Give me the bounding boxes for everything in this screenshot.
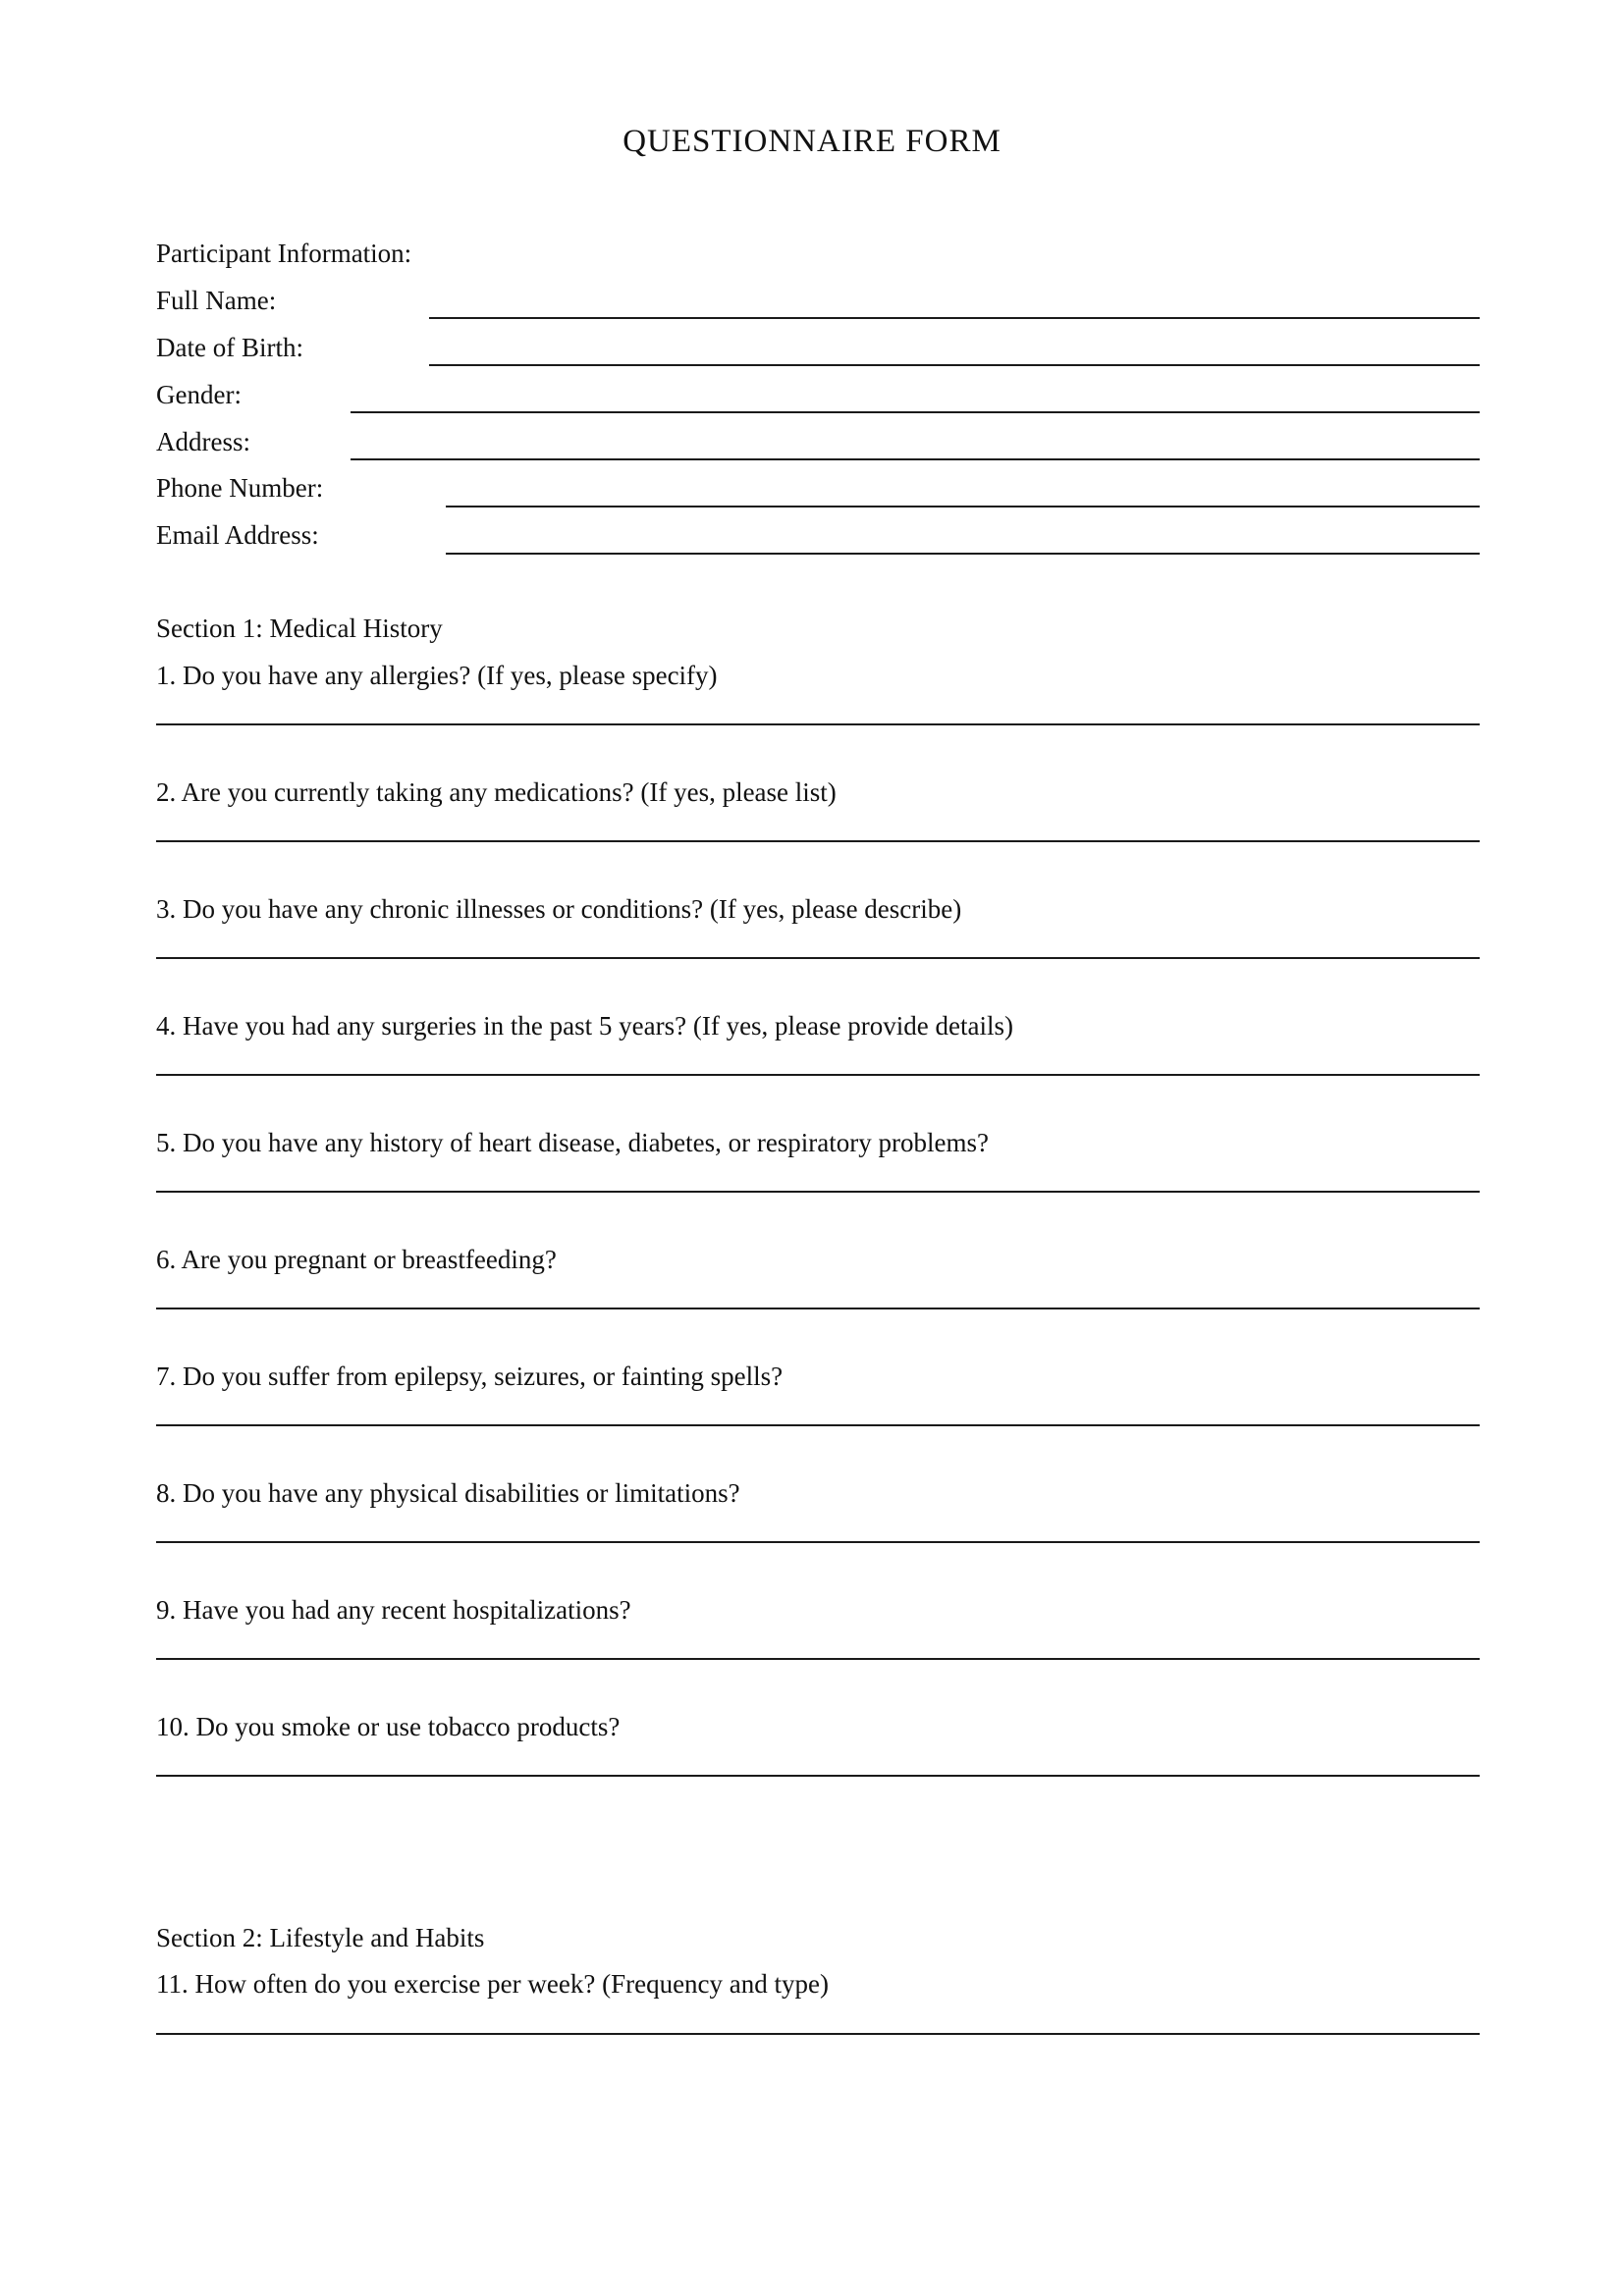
date-of-birth-label: Date of Birth:: [156, 333, 303, 362]
answer-4-line[interactable]: [156, 1074, 1480, 1076]
question-8: 8. Do you have any physical disabilities or limitations?: [156, 1478, 740, 1508]
answer-7-line[interactable]: [156, 1424, 1480, 1426]
question-11: 11. How often do you exercise per week? (Frequency and type): [156, 1969, 829, 1999]
question-1: 1. Do you have any allergies? (If yes, please specify): [156, 661, 718, 690]
question-2: 2. Are you currently taking any medications? (If yes, please list): [156, 777, 837, 807]
question-3: 3. Do you have any chronic illnesses or conditions? (If yes, please describe): [156, 894, 962, 924]
question-5: 5. Do you have any history of heart disease, diabetes, or respiratory problems?: [156, 1128, 989, 1157]
address-label: Address:: [156, 427, 250, 456]
question-7: 7. Do you suffer from epilepsy, seizures, or fainting spells?: [156, 1362, 784, 1391]
answer-2-line[interactable]: [156, 840, 1480, 842]
question-10: 10. Do you smoke or use tobacco products?: [156, 1712, 621, 1741]
full-name-label: Full Name:: [156, 286, 277, 315]
phone-number-field[interactable]: [446, 506, 1480, 507]
question-4: 4. Have you had any surgeries in the past 5 years? (If yes, please provide details): [156, 1011, 1013, 1041]
section-1-heading: Section 1: Medical History: [156, 614, 443, 643]
answer-1-line[interactable]: [156, 723, 1480, 725]
address-field[interactable]: [351, 458, 1480, 460]
answer-8-line[interactable]: [156, 1541, 1480, 1543]
full-name-field[interactable]: [429, 317, 1480, 319]
answer-6-line[interactable]: [156, 1308, 1480, 1309]
email-address-field[interactable]: [446, 553, 1480, 555]
answer-9-line[interactable]: [156, 1658, 1480, 1660]
form-title: QUESTIONNAIRE FORM: [623, 124, 1001, 159]
question-6: 6. Are you pregnant or breastfeeding?: [156, 1245, 557, 1274]
phone-number-label: Phone Number:: [156, 473, 324, 503]
answer-10-line[interactable]: [156, 1775, 1480, 1777]
question-9: 9. Have you had any recent hospitalizations?: [156, 1595, 631, 1625]
gender-label: Gender:: [156, 380, 242, 409]
section-2-heading: Section 2: Lifestyle and Habits: [156, 1923, 485, 1952]
answer-11-line[interactable]: [156, 2033, 1480, 2035]
participant-info-heading: Participant Information:: [156, 239, 412, 268]
gender-field[interactable]: [351, 411, 1480, 413]
date-of-birth-field[interactable]: [429, 364, 1480, 366]
answer-5-line[interactable]: [156, 1191, 1480, 1193]
answer-3-line[interactable]: [156, 957, 1480, 959]
email-address-label: Email Address:: [156, 520, 319, 550]
